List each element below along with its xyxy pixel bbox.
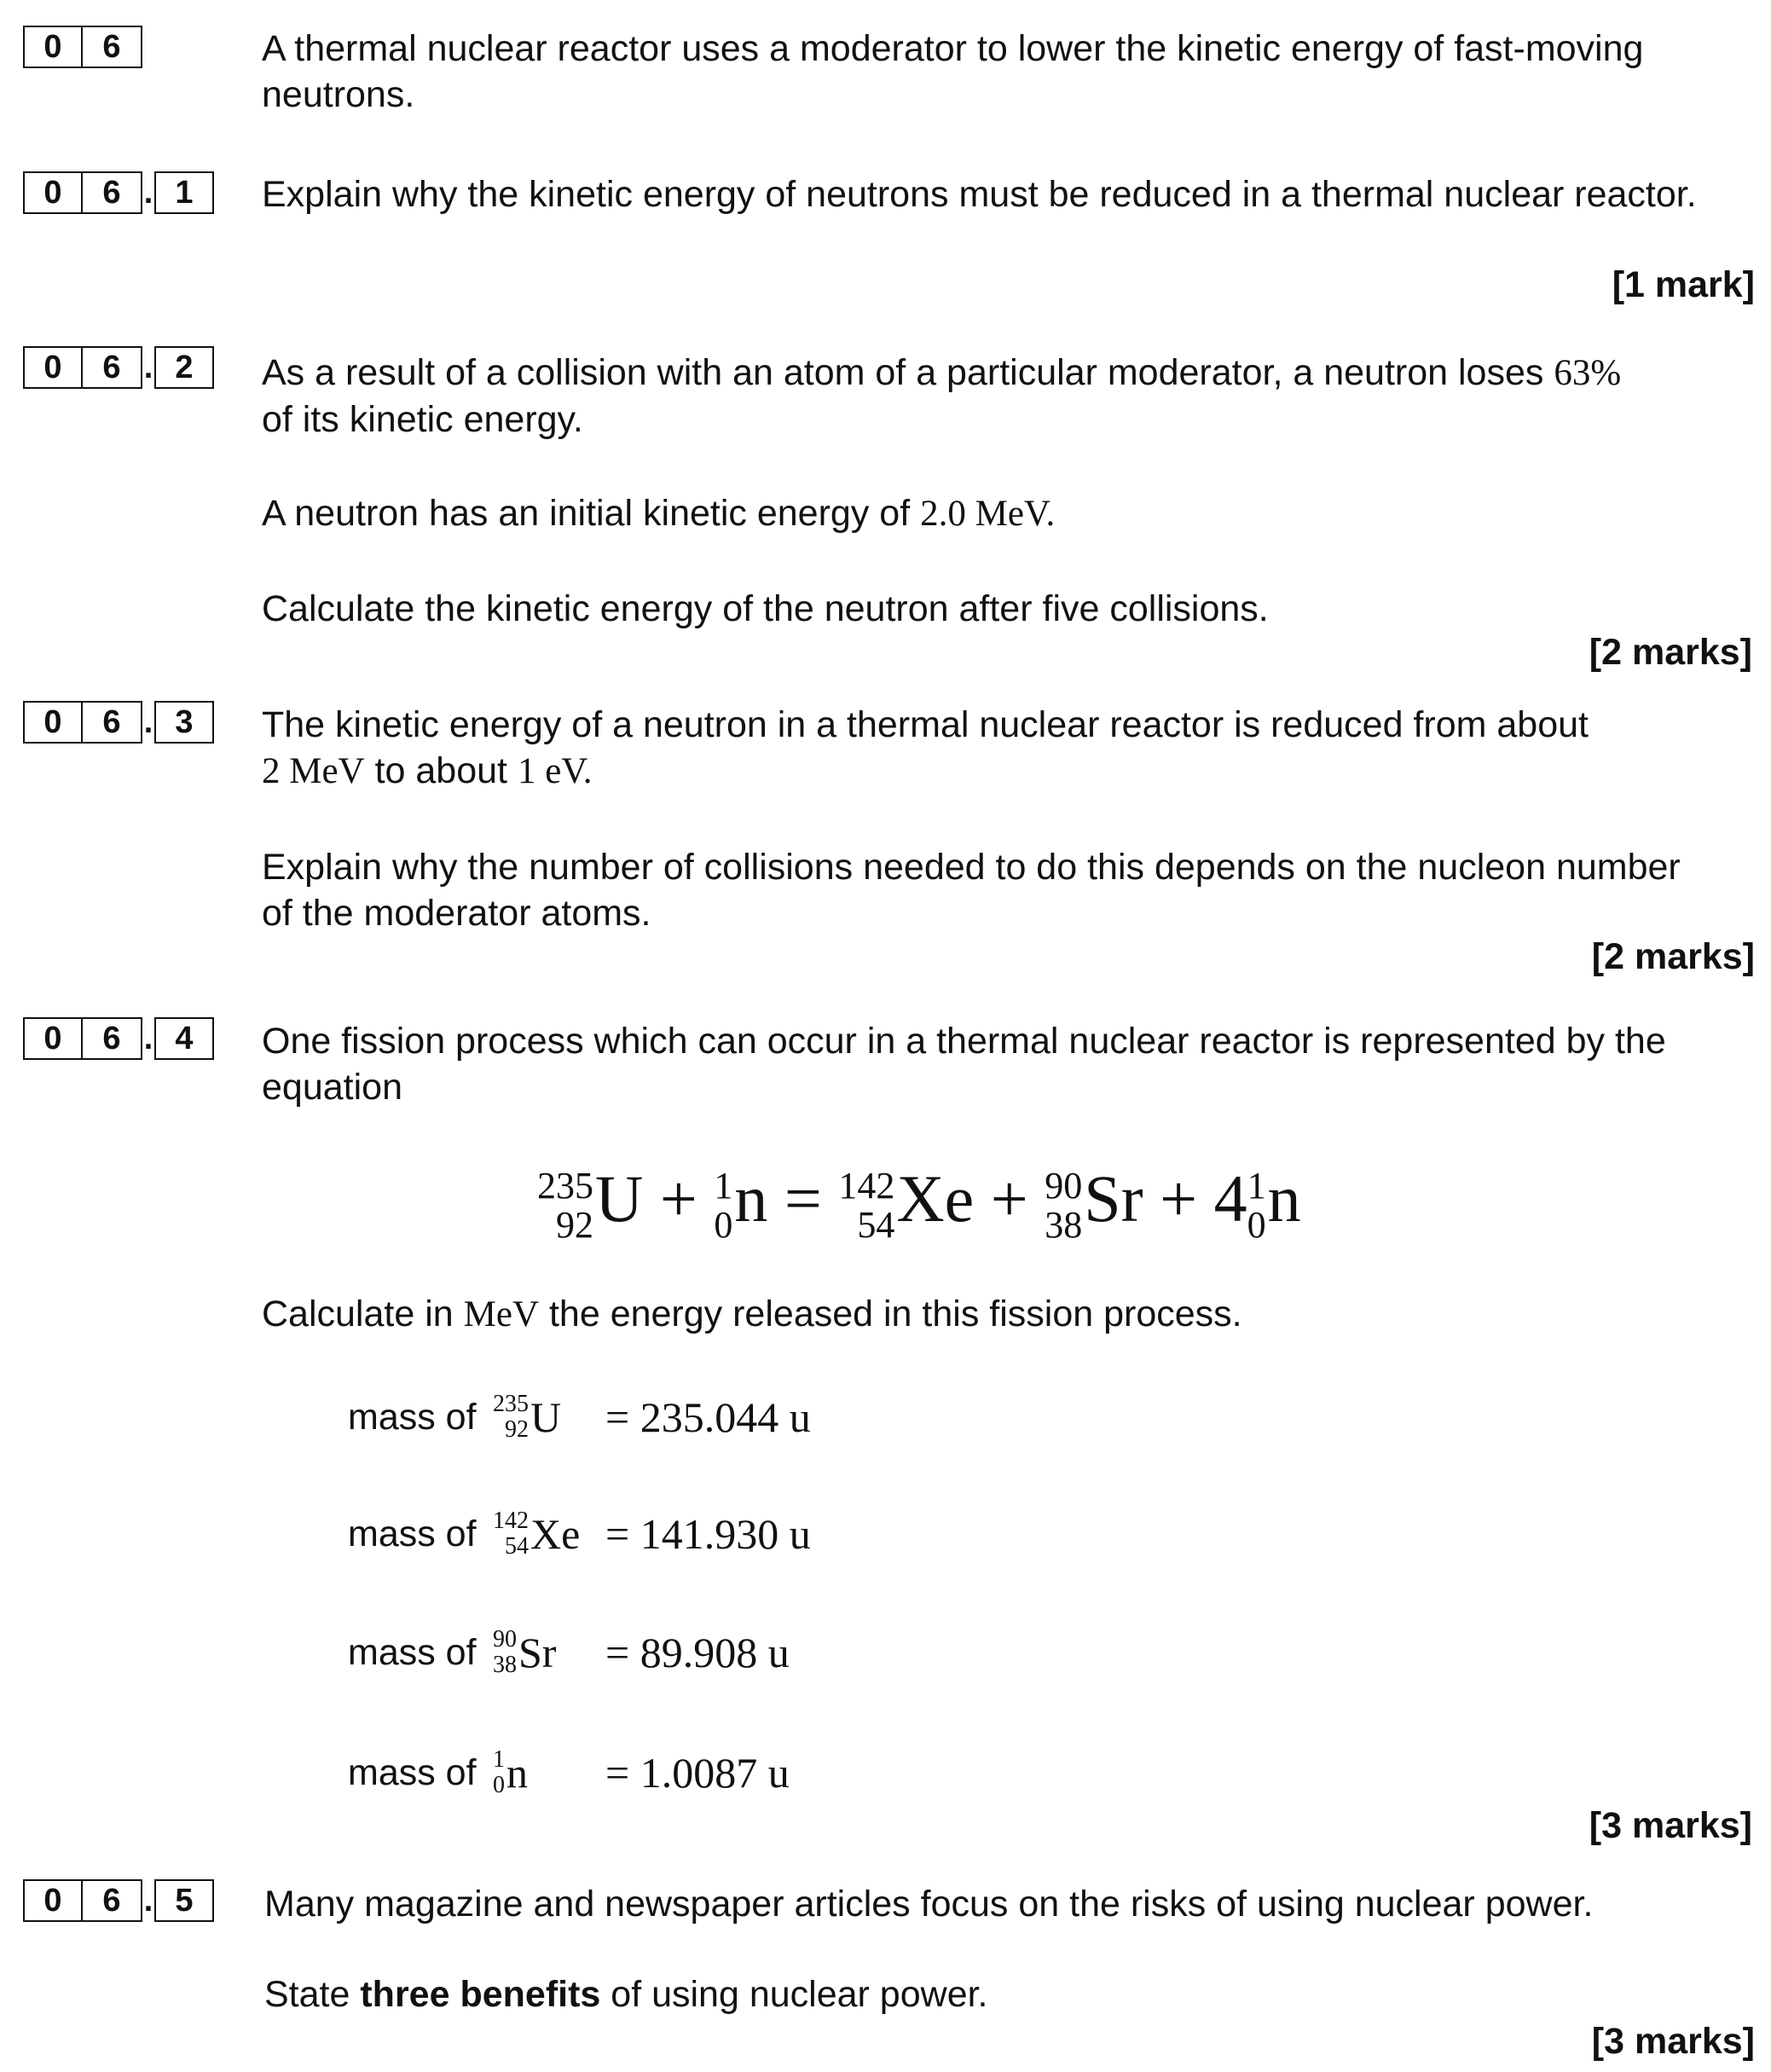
emphasis-three-benefits: three benefits	[360, 1974, 601, 2015]
question-06-1-text: Explain why the kinetic energy of neutrons must be reduced in a thermal nuclear reactor.	[262, 174, 1697, 215]
digit-box: 6	[83, 1017, 142, 1060]
question-number-06-4	[23, 1017, 214, 1060]
digit-box: 0	[23, 701, 83, 744]
mass-value: = 89.908 u	[605, 1629, 790, 1676]
digit-box: 5	[154, 1879, 214, 1922]
percent-value: 63%	[1554, 353, 1622, 393]
digit-box: 0	[23, 171, 83, 214]
energy-2mev: 2 MeV	[262, 751, 365, 791]
mass-row: mass of 1 0 n = 1.0087 u	[348, 1746, 790, 1798]
neutron-nuclide: 1 0	[493, 1746, 505, 1798]
question-number-06-2	[23, 346, 214, 389]
digit-box: 0	[23, 346, 83, 389]
mass-row: mass of 235 92 U = 235.044 u	[348, 1391, 811, 1443]
xenon-nuclide: 142 54	[493, 1508, 529, 1560]
question-number-06-3	[23, 701, 214, 744]
plus-sign: +	[990, 1161, 1028, 1236]
question-number-06-1	[23, 171, 214, 214]
mass-value: = 235.044 u	[605, 1393, 811, 1441]
question-number-06-5	[23, 1879, 214, 1922]
dot-separator: .	[143, 175, 153, 211]
dot-separator: .	[143, 704, 153, 740]
digit-box: 0	[23, 1879, 83, 1922]
question-06-2-instruction: Calculate the kinetic energy of the neutron after five collisions.	[262, 588, 1269, 629]
xenon-nuclide: 142 54	[838, 1165, 895, 1247]
marks-06-4: [3 marks]	[1589, 1805, 1752, 1846]
q062-line2: A neutron has an initial kinetic energy of	[262, 493, 911, 534]
marks-06-5: [3 marks]	[1591, 2021, 1755, 2062]
energy-1ev: 1 eV.	[517, 751, 593, 791]
uranium-nuclide: 235 92	[537, 1165, 593, 1247]
digit-box: 3	[154, 701, 214, 744]
digit-box: 6	[83, 1879, 142, 1922]
q063-line1: The kinetic energy of a neutron in a thermal nuclear reactor is reduced from about	[262, 704, 1589, 745]
question-06-2-energy	[262, 490, 1055, 537]
equals-sign: =	[784, 1161, 822, 1236]
marks-06-1: [1 mark]	[1612, 264, 1755, 305]
strontium-nuclide: 90 38	[1045, 1165, 1083, 1247]
uranium-nuclide: 235 92	[493, 1391, 529, 1443]
question-number-06	[23, 26, 142, 68]
mass-value: = 141.930 u	[605, 1510, 811, 1558]
mass-row: mass of 90 38 Sr = 89.908 u	[348, 1626, 790, 1678]
digit-box: 2	[154, 346, 214, 389]
question-06-3-text	[262, 702, 1745, 795]
question-06-3-explain: Explain why the number of collisions needed to do this depends on the nucleon number of the moderator atoms.	[262, 847, 1681, 934]
question-06-text: A thermal nuclear reactor uses a moderator to lower the kinetic energy of fast-moving neutrons.	[262, 28, 1644, 115]
marks-06-3: [2 marks]	[1591, 936, 1755, 977]
strontium-nuclide: 90 38	[493, 1626, 517, 1678]
digit-box: 6	[83, 26, 142, 68]
question-06-5-text: Many magazine and newspaper articles focus on the risks of using nuclear power.	[264, 1884, 1594, 1924]
dot-separator: .	[143, 1021, 153, 1056]
energy-value: 2.0 MeV.	[920, 494, 1056, 534]
question-06-4-text: One fission process which can occur in a thermal nuclear reactor is represented by the equation	[262, 1021, 1666, 1108]
plus-four: + 4	[1160, 1161, 1247, 1236]
fission-equation: 235 92 U + 1 0 n = 142 54 Xe + 90 38 Sr + 4 1 0 n	[537, 1161, 1301, 1247]
digit-box: 4	[154, 1017, 214, 1060]
digit-box: 6	[83, 171, 142, 214]
q063-mid: to about	[374, 750, 507, 791]
question-06-2-text	[262, 350, 1745, 443]
question-06-5-instruction: State three benefits of using nuclear power.	[264, 1974, 988, 2015]
neutron-nuclide: 1 0	[714, 1165, 733, 1247]
plus-sign: +	[659, 1161, 697, 1236]
digit-box: 0	[23, 1017, 83, 1060]
dot-separator: .	[143, 1883, 153, 1919]
digit-box: 1	[154, 171, 214, 214]
mass-value: = 1.0087 u	[605, 1749, 790, 1797]
neutron-nuclide: 1 0	[1247, 1165, 1266, 1247]
marks-06-2: [2 marks]	[1589, 632, 1752, 673]
digit-box: 6	[83, 701, 142, 744]
q062-line1: As a result of a collision with an atom of a particular moderator, a neutron loses	[262, 352, 1544, 393]
dot-separator: .	[143, 350, 153, 385]
digit-box: 0	[23, 26, 83, 68]
unit-mev: MeV	[463, 1294, 540, 1334]
mass-row: mass of 142 54 Xe = 141.930 u	[348, 1508, 811, 1560]
digit-box: 6	[83, 346, 142, 389]
question-06-4-calculate: Calculate in MeV the energy released in this fission process.	[262, 1294, 1242, 1334]
q062-line1b: of its kinetic energy.	[262, 399, 583, 440]
